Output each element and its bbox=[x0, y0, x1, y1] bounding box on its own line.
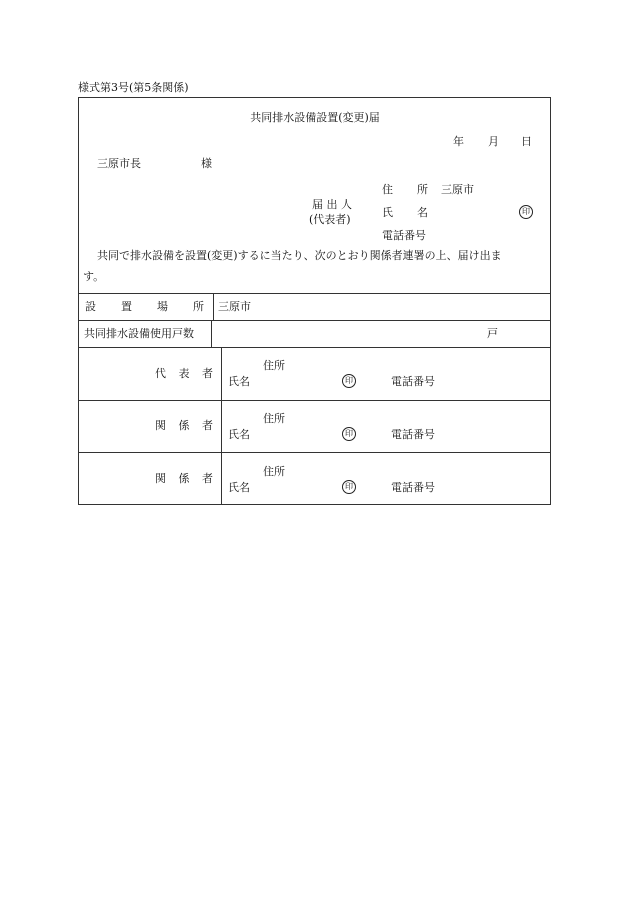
party-1-name-label: 氏名 bbox=[228, 375, 250, 388]
party-3-address-label: 住所 bbox=[263, 465, 285, 478]
divider-households-col bbox=[211, 320, 212, 347]
households-label: 共同排水設備使用戸数 bbox=[84, 327, 194, 340]
party-3-role: 関 係 者 bbox=[155, 472, 213, 485]
party-2-phone-label: 電話番号 bbox=[391, 428, 435, 441]
date-day: 日 bbox=[521, 135, 532, 148]
party-1-seal: 印 bbox=[342, 374, 356, 388]
party-3-seal: 印 bbox=[342, 480, 356, 494]
divider-households bbox=[78, 347, 551, 348]
divider-header bbox=[78, 293, 551, 294]
party-3-phone-label: 電話番号 bbox=[391, 481, 435, 494]
divider-party-1 bbox=[78, 400, 551, 401]
party-2-address-label: 住所 bbox=[263, 412, 285, 425]
party-2-seal: 印 bbox=[342, 427, 356, 441]
applicant-sublabel: (代表者) bbox=[309, 213, 351, 226]
applicant-seal: 印 bbox=[519, 205, 533, 219]
applicant-name-label: 氏 名 bbox=[382, 206, 428, 219]
divider-party-2 bbox=[78, 452, 551, 453]
divider-parties-col bbox=[221, 347, 222, 505]
party-1-address-label: 住所 bbox=[263, 359, 285, 372]
addressee-honorific: 様 bbox=[201, 157, 212, 170]
applicant-address-value: 三原市 bbox=[441, 183, 474, 196]
applicant-label: 届 出 人 bbox=[312, 198, 352, 211]
applicant-phone-label: 電話番号 bbox=[382, 229, 426, 242]
form-number: 様式第3号(第5条関係) bbox=[78, 81, 189, 94]
divider-location bbox=[78, 320, 551, 321]
statement-line-2: す。 bbox=[83, 270, 105, 283]
party-2-role: 関 係 者 bbox=[155, 419, 213, 432]
addressee-name: 三原市長 bbox=[97, 157, 141, 170]
location-value: 三原市 bbox=[218, 300, 251, 313]
households-unit: 戸 bbox=[487, 327, 498, 340]
form-title: 共同排水設備設置(変更)届 bbox=[250, 111, 380, 124]
statement-line-1: 共同で排水設備を設置(変更)するに当たり、次のとおり関係者連署の上、届け出ま bbox=[97, 249, 502, 262]
party-3-name-label: 氏名 bbox=[228, 481, 250, 494]
party-2-name-label: 氏名 bbox=[228, 428, 250, 441]
party-1-phone-label: 電話番号 bbox=[391, 375, 435, 388]
date-year: 年 bbox=[453, 135, 464, 148]
party-1-role: 代 表 者 bbox=[155, 367, 213, 380]
date-month: 月 bbox=[488, 135, 499, 148]
applicant-address-label: 住 所 bbox=[382, 183, 428, 196]
divider-location-col bbox=[213, 293, 214, 320]
location-label: 設 置 場 所 bbox=[85, 300, 204, 313]
